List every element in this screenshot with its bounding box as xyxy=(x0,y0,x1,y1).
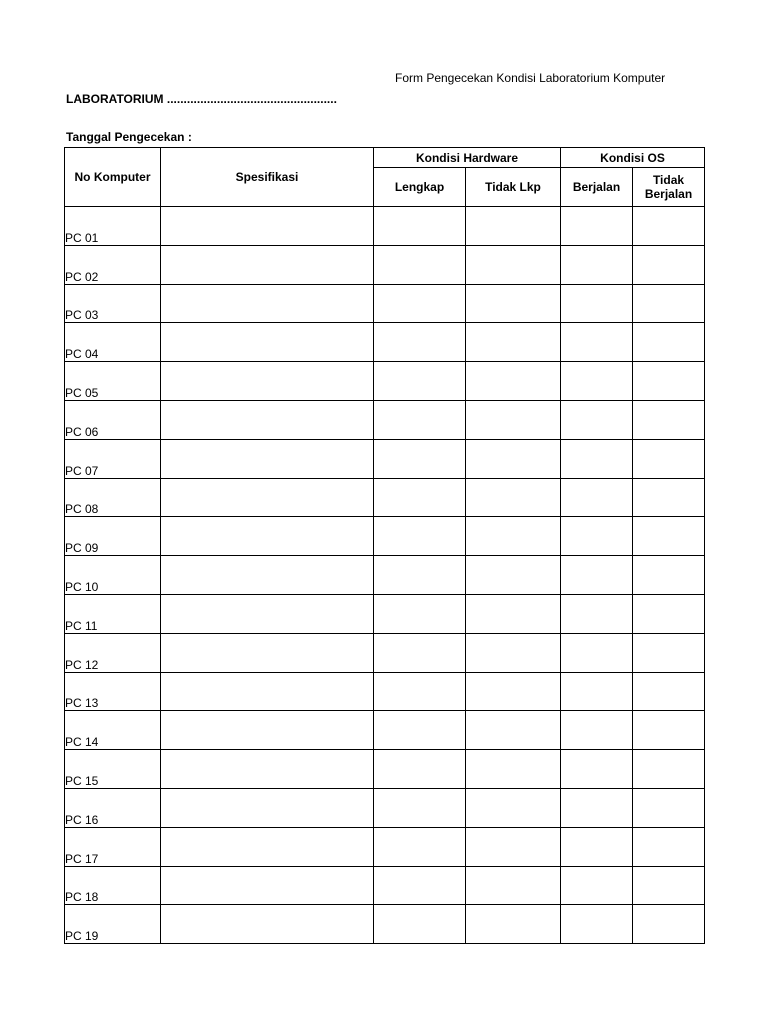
spesifikasi-cell[interactable] xyxy=(161,207,374,246)
berjalan-cell[interactable] xyxy=(561,788,633,827)
tidak-berjalan-cell[interactable] xyxy=(633,556,705,595)
header-tidak-berjalan-line2: Berjalan xyxy=(644,187,693,201)
lengkap-cell[interactable] xyxy=(374,711,466,750)
spesifikasi-cell[interactable] xyxy=(161,400,374,439)
spesifikasi-cell[interactable] xyxy=(161,750,374,789)
header-no-komputer: No Komputer xyxy=(65,148,161,207)
tidak-berjalan-cell[interactable] xyxy=(633,711,705,750)
tidak-lkp-cell[interactable] xyxy=(466,633,561,672)
tidak-lkp-cell[interactable] xyxy=(466,207,561,246)
berjalan-cell[interactable] xyxy=(561,362,633,401)
pc-label: PC 17 xyxy=(65,827,161,866)
lengkap-cell[interactable] xyxy=(374,633,466,672)
table-row xyxy=(65,284,705,323)
pc-label: PC 04 xyxy=(65,323,161,362)
spesifikasi-cell[interactable] xyxy=(161,556,374,595)
table-row xyxy=(65,400,705,439)
berjalan-cell[interactable] xyxy=(561,400,633,439)
header-row-1 xyxy=(65,148,705,168)
inspection-table xyxy=(64,147,705,944)
table-row xyxy=(65,672,705,711)
header-tidak-berjalan-line1: Tidak xyxy=(652,173,685,187)
header-berjalan: Berjalan xyxy=(561,168,633,207)
lengkap-cell[interactable] xyxy=(374,827,466,866)
pc-label: PC 08 xyxy=(65,478,161,517)
table-row xyxy=(65,245,705,284)
tidak-berjalan-cell[interactable] xyxy=(633,245,705,284)
berjalan-cell[interactable] xyxy=(561,284,633,323)
table-row xyxy=(65,866,705,905)
tidak-berjalan-cell[interactable] xyxy=(633,788,705,827)
berjalan-cell[interactable] xyxy=(561,672,633,711)
spesifikasi-cell[interactable] xyxy=(161,788,374,827)
spesifikasi-cell[interactable] xyxy=(161,362,374,401)
spesifikasi-cell[interactable] xyxy=(161,478,374,517)
tidak-berjalan-cell[interactable] xyxy=(633,905,705,944)
lengkap-cell[interactable] xyxy=(374,478,466,517)
lengkap-cell[interactable] xyxy=(374,517,466,556)
table-row xyxy=(65,750,705,789)
berjalan-cell[interactable] xyxy=(561,478,633,517)
tidak-berjalan-cell[interactable] xyxy=(633,594,705,633)
tidak-berjalan-cell[interactable] xyxy=(633,362,705,401)
tidak-lkp-cell[interactable] xyxy=(466,905,561,944)
table-body xyxy=(65,207,705,944)
tidak-lkp-cell[interactable] xyxy=(466,517,561,556)
pc-label: PC 05 xyxy=(65,362,161,401)
pc-label: PC 12 xyxy=(65,633,161,672)
lengkap-cell[interactable] xyxy=(374,439,466,478)
lengkap-cell[interactable] xyxy=(374,323,466,362)
lengkap-cell[interactable] xyxy=(374,866,466,905)
pc-label: PC 02 xyxy=(65,245,161,284)
laboratorium-field: LABORATORIUM ................................................... xyxy=(66,92,337,106)
pc-label: PC 10 xyxy=(65,556,161,595)
tidak-lkp-cell[interactable] xyxy=(466,711,561,750)
spesifikasi-cell[interactable] xyxy=(161,284,374,323)
lengkap-cell[interactable] xyxy=(374,284,466,323)
tidak-lkp-cell[interactable] xyxy=(466,245,561,284)
lengkap-cell[interactable] xyxy=(374,750,466,789)
header-kondisi-hardware: Kondisi Hardware xyxy=(374,148,561,168)
spesifikasi-cell[interactable] xyxy=(161,827,374,866)
berjalan-cell[interactable] xyxy=(561,633,633,672)
pc-label: PC 01 xyxy=(65,207,161,246)
spesifikasi-cell[interactable] xyxy=(161,672,374,711)
header-kondisi-os: Kondisi OS xyxy=(561,148,705,168)
pc-label: PC 18 xyxy=(65,866,161,905)
tidak-lkp-cell[interactable] xyxy=(466,362,561,401)
lengkap-cell[interactable] xyxy=(374,672,466,711)
berjalan-cell[interactable] xyxy=(561,207,633,246)
tidak-lkp-cell[interactable] xyxy=(466,672,561,711)
tidak-berjalan-cell[interactable] xyxy=(633,866,705,905)
lengkap-cell[interactable] xyxy=(374,905,466,944)
spesifikasi-cell[interactable] xyxy=(161,323,374,362)
berjalan-cell[interactable] xyxy=(561,827,633,866)
spesifikasi-cell[interactable] xyxy=(161,866,374,905)
tidak-lkp-cell[interactable] xyxy=(466,323,561,362)
pc-label: PC 07 xyxy=(65,439,161,478)
pc-label: PC 15 xyxy=(65,750,161,789)
lengkap-cell[interactable] xyxy=(374,400,466,439)
tidak-berjalan-cell[interactable] xyxy=(633,323,705,362)
lengkap-cell[interactable] xyxy=(374,594,466,633)
pc-label: PC 16 xyxy=(65,788,161,827)
spesifikasi-cell[interactable] xyxy=(161,905,374,944)
spesifikasi-cell[interactable] xyxy=(161,245,374,284)
table-row xyxy=(65,633,705,672)
pc-label: PC 13 xyxy=(65,672,161,711)
table-row xyxy=(65,788,705,827)
tidak-berjalan-cell[interactable] xyxy=(633,633,705,672)
table-row xyxy=(65,439,705,478)
pc-label: PC 14 xyxy=(65,711,161,750)
lengkap-cell[interactable] xyxy=(374,788,466,827)
table-row xyxy=(65,711,705,750)
table-row xyxy=(65,905,705,944)
spesifikasi-cell[interactable] xyxy=(161,517,374,556)
tanggal-pengecekan-field: Tanggal Pengecekan : xyxy=(66,130,192,144)
berjalan-cell[interactable] xyxy=(561,594,633,633)
berjalan-cell[interactable] xyxy=(561,905,633,944)
table-row xyxy=(65,323,705,362)
header-tidak-berjalan xyxy=(633,168,705,207)
pc-label: PC 09 xyxy=(65,517,161,556)
berjalan-cell[interactable] xyxy=(561,556,633,595)
spesifikasi-cell[interactable] xyxy=(161,594,374,633)
tidak-lkp-cell[interactable] xyxy=(466,400,561,439)
berjalan-cell[interactable] xyxy=(561,866,633,905)
table-row xyxy=(65,362,705,401)
tidak-berjalan-cell[interactable] xyxy=(633,284,705,323)
lengkap-cell[interactable] xyxy=(374,245,466,284)
lengkap-cell[interactable] xyxy=(374,362,466,401)
tidak-berjalan-cell[interactable] xyxy=(633,207,705,246)
header-tidak-lkp: Tidak Lkp xyxy=(466,168,561,207)
berjalan-cell[interactable] xyxy=(561,439,633,478)
pc-label: PC 19 xyxy=(65,905,161,944)
tidak-lkp-cell[interactable] xyxy=(466,827,561,866)
berjalan-cell[interactable] xyxy=(561,517,633,556)
tidak-lkp-cell[interactable] xyxy=(466,478,561,517)
tidak-berjalan-cell[interactable] xyxy=(633,827,705,866)
pc-label: PC 11 xyxy=(65,594,161,633)
tidak-berjalan-cell[interactable] xyxy=(633,439,705,478)
berjalan-cell[interactable] xyxy=(561,245,633,284)
tidak-lkp-cell[interactable] xyxy=(466,594,561,633)
table-row xyxy=(65,207,705,246)
header-spesifikasi: Spesifikasi xyxy=(161,148,374,207)
lengkap-cell[interactable] xyxy=(374,556,466,595)
tidak-lkp-cell[interactable] xyxy=(466,556,561,595)
tidak-lkp-cell[interactable] xyxy=(466,866,561,905)
spesifikasi-cell[interactable] xyxy=(161,633,374,672)
table-row xyxy=(65,478,705,517)
tidak-berjalan-cell[interactable] xyxy=(633,400,705,439)
table-row xyxy=(65,827,705,866)
spesifikasi-cell[interactable] xyxy=(161,439,374,478)
tidak-berjalan-cell[interactable] xyxy=(633,750,705,789)
berjalan-cell[interactable] xyxy=(561,711,633,750)
pc-label: PC 03 xyxy=(65,284,161,323)
header-lengkap: Lengkap xyxy=(374,168,466,207)
table-row xyxy=(65,594,705,633)
pc-label: PC 06 xyxy=(65,400,161,439)
table-row xyxy=(65,517,705,556)
tidak-berjalan-cell[interactable] xyxy=(633,517,705,556)
table-row xyxy=(65,556,705,595)
berjalan-cell[interactable] xyxy=(561,750,633,789)
tidak-lkp-cell[interactable] xyxy=(466,284,561,323)
berjalan-cell[interactable] xyxy=(561,323,633,362)
lengkap-cell[interactable] xyxy=(374,207,466,246)
tidak-berjalan-cell[interactable] xyxy=(633,672,705,711)
tidak-lkp-cell[interactable] xyxy=(466,439,561,478)
spesifikasi-cell[interactable] xyxy=(161,711,374,750)
tidak-lkp-cell[interactable] xyxy=(466,788,561,827)
form-title: Form Pengecekan Kondisi Laboratorium Komputer xyxy=(395,71,666,85)
tidak-berjalan-cell[interactable] xyxy=(633,478,705,517)
tidak-lkp-cell[interactable] xyxy=(466,750,561,789)
